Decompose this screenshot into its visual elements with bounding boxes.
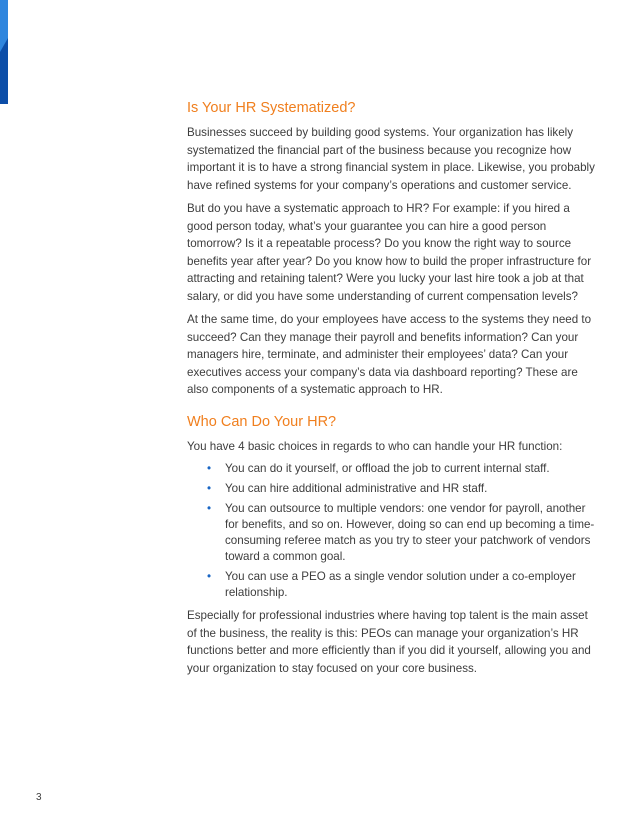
document-body [187,99,597,683]
section-heading-who-can-do-hr: Who Can Do Your HR? [187,413,337,430]
bullet-icon: • [207,570,212,583]
paragraph-employee-access: At the same time, do your employees have access to the systems they need to succeed? Can they manage their payroll and benefits information? Can your managers hire, terminate, and administer their employees’ data? Can your executives access your company’s data via dashboard reporting? These are also components of a systematic approach to HR. [187,313,592,396]
paragraph-systems: Businesses succeed by building good systems. Your organization has likely systematized the financial part of the business because you recognize how important it is to have a strong financial system in place. Likewise, you probably have refined systems for your company’s operations and customer service. [187,126,595,192]
bullet-icon: • [207,462,212,475]
choices-list [187,461,597,601]
list-item [207,569,597,601]
paragraph-systematic-approach: But do you have a systematic approach to HR? For example: if you hired a good person today, what’s your guarantee you can hire a good person tomorrow? Is it a repeatable process? Do you know the right way to source benefits year after year? Do you know how to build the proper infrastructure for attracting and retaining talent? Were you lucky your last hire took a job at that salary, or did you have some understanding of current compensation levels? [187,202,592,303]
side-accent-graphic [0,0,8,104]
list-item [207,501,597,565]
list-item-text: You can outsource to multiple vendors: one vendor for payroll, another for benefits, and so on. However, doing so can end up becoming a time-consuming referee match as you try to steer your patchwork of vendors toward a common goal. [225,502,595,563]
bullet-icon: • [207,502,212,515]
list-item-text: You can use a PEO as a single vendor solution under a co-employer relationship. [225,570,576,599]
bullet-icon: • [207,482,212,495]
list-item [207,461,597,477]
list-item [207,481,597,497]
section-heading-hr-systematized: Is Your HR Systematized? [187,100,356,116]
paragraph-choices-intro: You have 4 basic choices in regards to who can handle your HR function: [187,439,563,453]
page-number: 3 [36,792,42,803]
list-item-text: You can hire additional administrative and HR staff. [225,482,488,495]
paragraph-closing: Especially for professional industries where having top talent is the main asset of the business, the reality is this: PEOs can manage your organization’s HR functions better and more efficiently than if you did it yourself, allowing you and your organization to stay focused on your core business. [187,609,591,675]
list-item-text: You can do it yourself, or offload the job to current internal staff. [225,462,550,475]
